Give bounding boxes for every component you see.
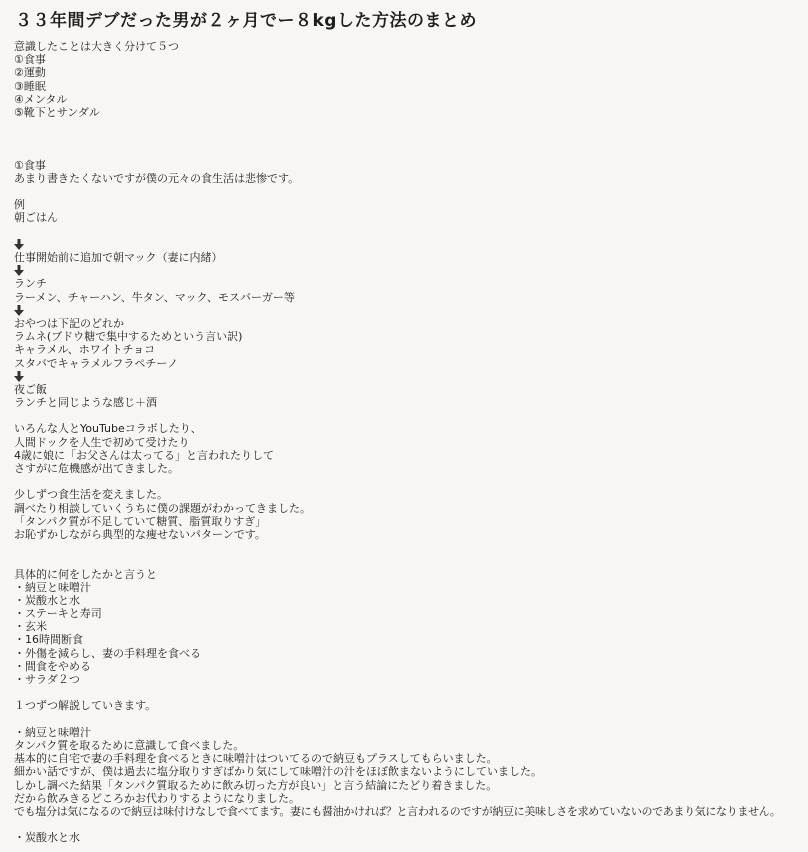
specific-item: ・間食をやめる	[14, 659, 91, 673]
specific-item: ・16時間断食	[14, 633, 83, 647]
intro-item: ①食事	[14, 53, 46, 67]
example-label: 例	[14, 198, 25, 212]
change-line: 少しずつ食生活を変えました。	[14, 488, 168, 502]
specific-item: ・ステーキと寿司	[14, 607, 102, 621]
snack-label: おやつは下記のどれか	[14, 316, 124, 330]
breakfast-label: 朝ごはん	[14, 211, 58, 225]
snack-item: ラムネ(ブドウ糖で集中するためという言い訳)	[14, 330, 243, 344]
snack-item: スタバでキャラメルフラペチーノ	[14, 356, 179, 370]
meal-desc: あまり書きたくないですが僕の元々の食生活は悲惨です。	[14, 171, 300, 185]
intro-item: ④メンタル	[14, 92, 68, 106]
natto-line: だから飲みきるどころかお代わりするようになりました。	[14, 791, 300, 805]
down-arrow-icon	[14, 264, 806, 277]
next-heading: ・炭酸水と水	[14, 831, 80, 845]
change-line: 「タンパク質が不足していて糖質、脂質取りすぎ」	[14, 514, 267, 528]
natto-heading: ・納豆と味噌汁	[14, 725, 91, 739]
specific-item: ・サラダ２つ	[14, 673, 80, 686]
change-line: 調べたり相談していくうちに僕の課題がわかってきました。	[14, 501, 311, 515]
lunch-items: ラーメン、チャーハン、牛タン、マック、モスバーガー等	[14, 290, 295, 304]
intro-item: ③睡眠	[14, 79, 46, 93]
lunch-label: ランチ	[14, 277, 47, 291]
intro-heading: 意識したことは大きく分けて５つ	[14, 40, 179, 53]
down-arrow-icon	[14, 304, 806, 317]
story-line: さすがに危機感が出てきました。	[14, 462, 179, 475]
story-line: いろんな人とYouTubeコラボしたり、	[14, 422, 202, 436]
natto-line: タンパク質を取るために意識して食べました。	[14, 738, 245, 752]
story-line: 4歳に娘に「お父さんは太ってる」と言われたりして	[14, 448, 274, 462]
natto-line: 基本的に自宅で妻の手料理を食べるときに味噌汁はついてるので納豆もプラスしてもらいました。	[14, 752, 498, 766]
down-arrow-icon	[14, 238, 806, 251]
natto-line: でも塩分は気になるので納豆は味付けなしで食べてます。妻にも醤油かければ？と言われるのですが納豆に美味しさを求めていないのであまり気になりません。	[14, 804, 781, 818]
natto-line: 細かい話ですが、僕は過去に塩分取りすぎばかり気にして味噌汁の汁をほぼ飲まないようにしていました。	[14, 765, 542, 779]
specific-item: ・玄米	[14, 620, 47, 634]
specific-heading: 具体的に何をしたかと言うと	[14, 567, 157, 581]
natto-line: しかし調べた結果「タンパク質取るために飲み切った方が良い」と言う結論にたどり着きました。	[14, 778, 498, 792]
morning-mac: 仕事開始前に追加で朝マック（妻に内緒）	[14, 251, 223, 264]
explain-line: １つずつ解説していきます。	[14, 699, 157, 713]
specific-item: ・納豆と味噌汁	[14, 580, 91, 594]
down-arrow-icon	[14, 370, 806, 383]
specific-item: ・炭酸水と水	[14, 593, 80, 607]
meal-heading: ①食事	[14, 158, 46, 172]
story-line: 人間ドックを人生で初めて受けたり	[14, 435, 190, 449]
snack-item: キャラメル、ホワイトチョコ	[14, 343, 156, 357]
page-title: ３３年間デブだった男が２ヶ月でー８kgした方法のまとめ	[15, 11, 477, 31]
dinner-label: 夜ご飯	[14, 382, 47, 396]
intro-item: ⑤靴下とサンダル	[14, 105, 100, 119]
intro-item: ②運動	[14, 66, 46, 80]
change-line: お恥ずかしながら典型的な痩せないパターンです。	[14, 527, 266, 541]
specific-item: ・外傷を減らし、妻の手料理を食べる	[14, 646, 201, 660]
dinner-desc: ランチと同じような感じ＋酒	[14, 396, 157, 410]
document-body	[14, 40, 806, 844]
